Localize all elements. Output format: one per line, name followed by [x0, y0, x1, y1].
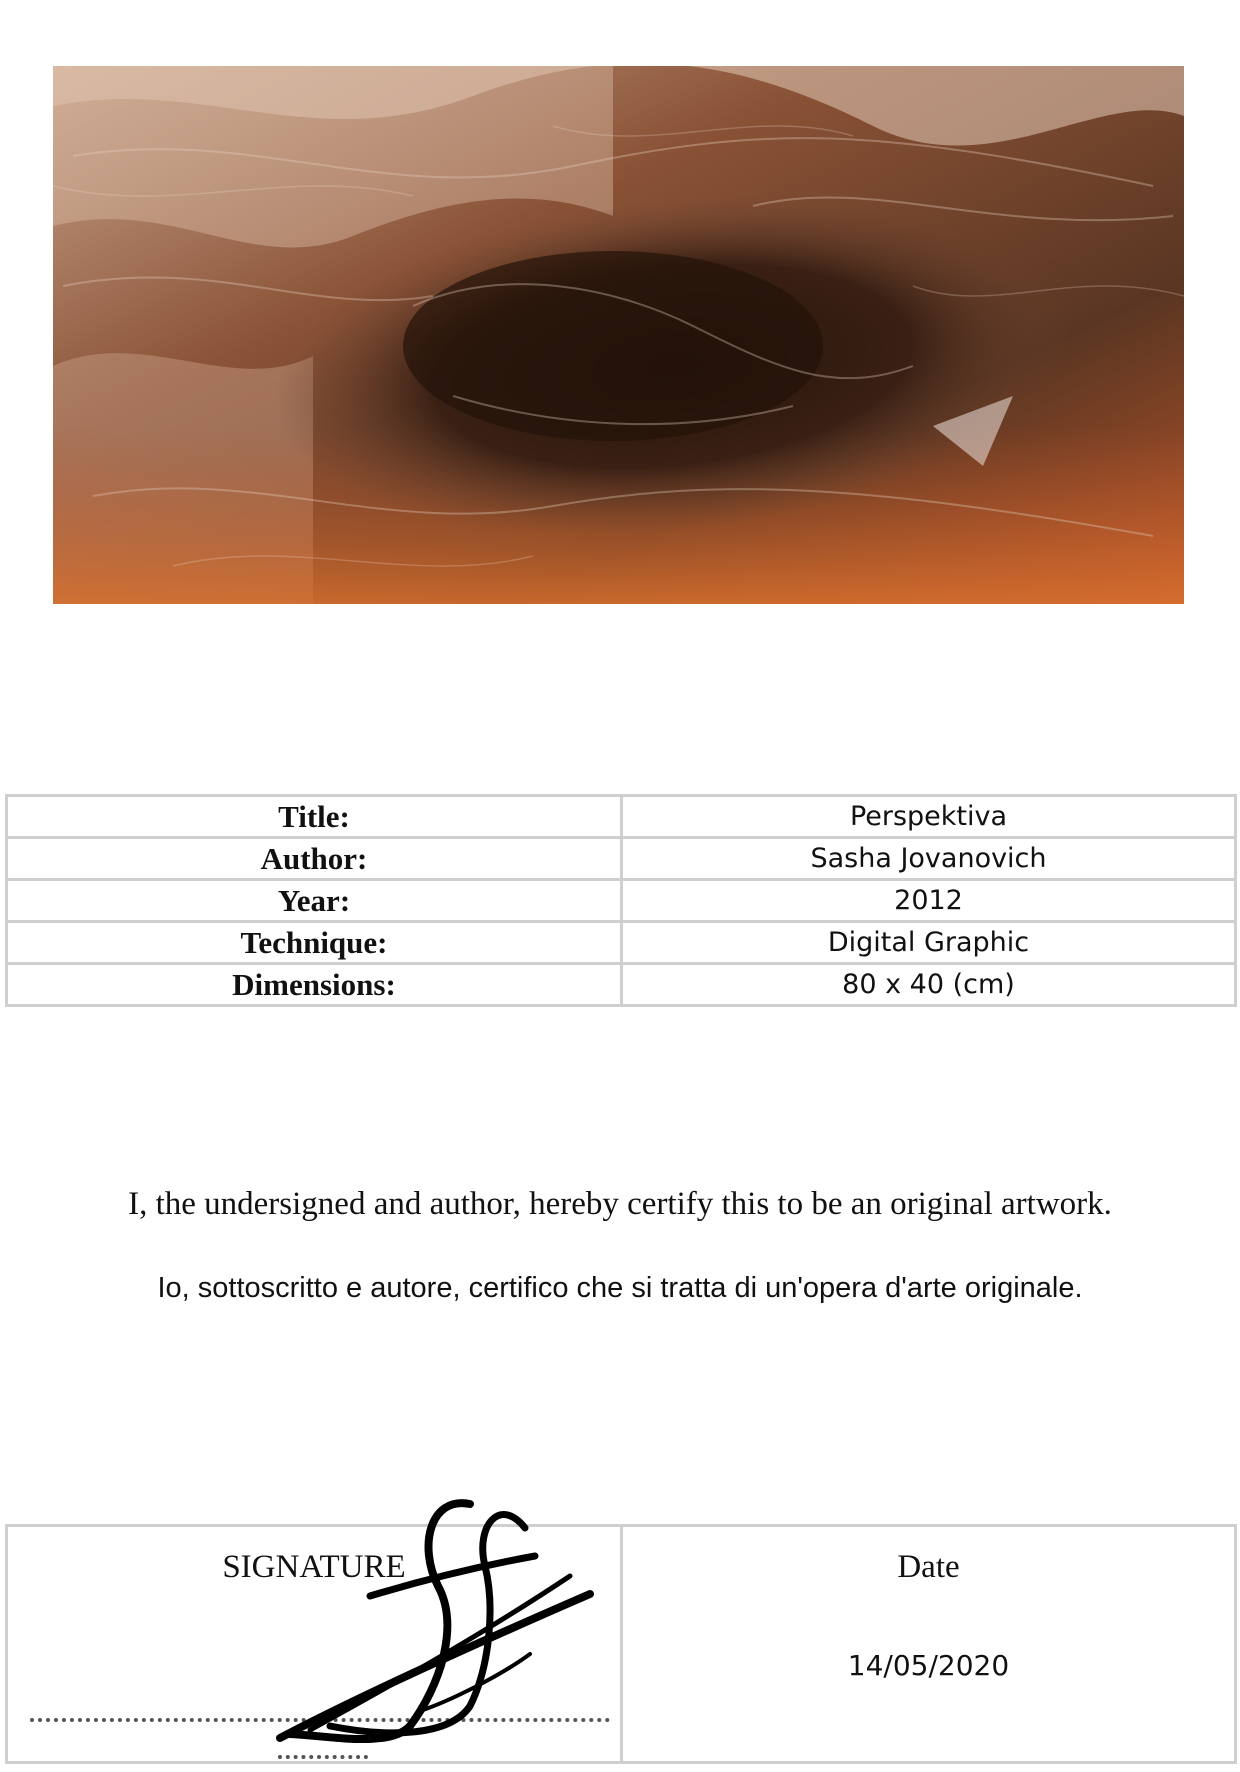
author-label: Author: [7, 838, 622, 880]
table-row [7, 922, 1236, 964]
certification-english: I, the undersigned and author, hereby certify this to be an original artwork. [128, 1186, 1112, 1222]
table-row [7, 880, 1236, 922]
dimensions-label: Dimensions: [7, 964, 622, 1006]
title-label: Title: [7, 796, 622, 838]
table-row [7, 796, 1236, 838]
date-label: Date [897, 1549, 960, 1585]
certification-italian: Io, sottoscritto e autore, certifico che si tratta di un'opera d'arte originale. [157, 1272, 1083, 1304]
technique-value: Digital Graphic [622, 922, 1236, 964]
table-row [7, 838, 1236, 880]
signature-dotted-line-continuation [278, 1749, 368, 1759]
signature-date-box [5, 1524, 1237, 1764]
date-value: 14/05/2020 [847, 1649, 1010, 1682]
author-value: Sasha Jovanovich [622, 838, 1236, 880]
dimensions-value: 80 x 40 (cm) [622, 964, 1236, 1006]
signature-label: SIGNATURE [222, 1549, 406, 1585]
handwritten-signature [270, 1486, 610, 1746]
artwork-image [53, 66, 1184, 604]
table-row [7, 964, 1236, 1006]
technique-label: Technique: [7, 922, 622, 964]
artwork-info-table [5, 794, 1237, 1007]
title-value: Perspektiva [622, 796, 1236, 838]
year-value: 2012 [622, 880, 1236, 922]
year-label: Year: [7, 880, 622, 922]
